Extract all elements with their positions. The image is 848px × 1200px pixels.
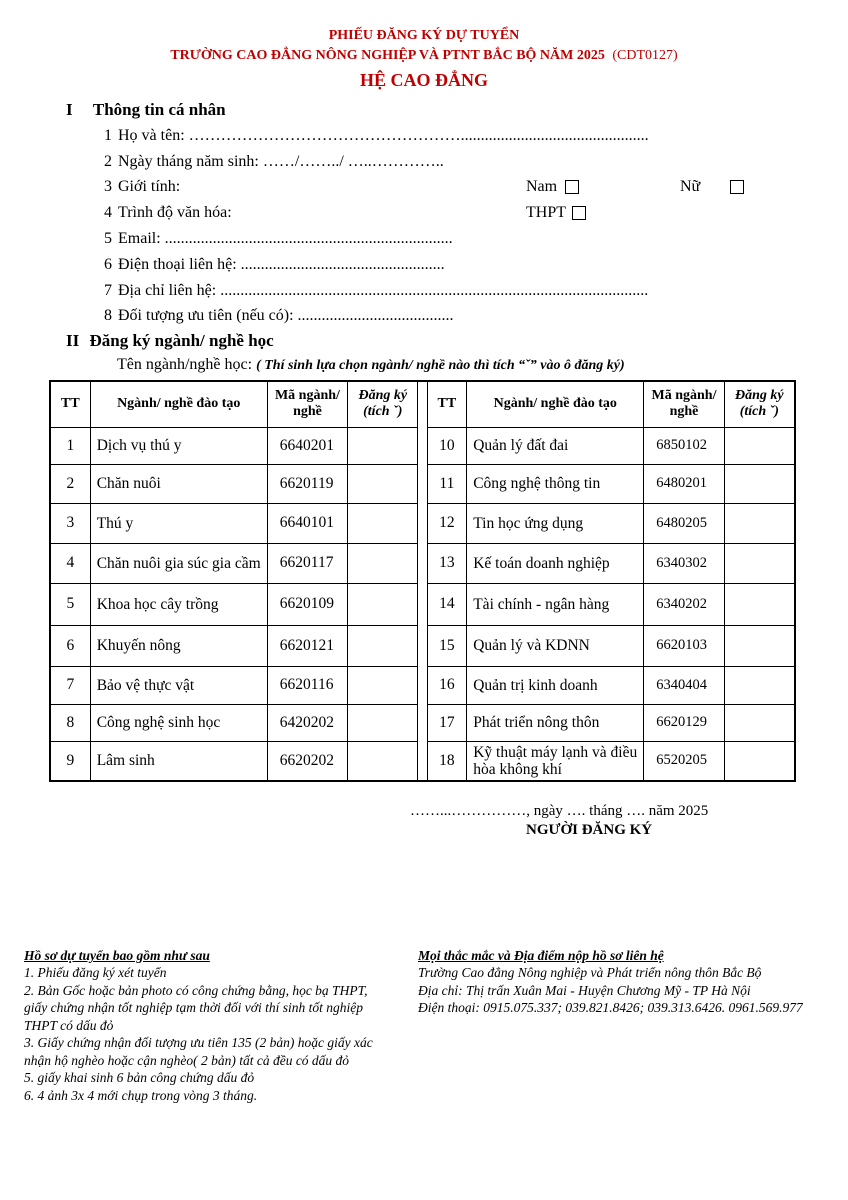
row-register-cell[interactable]	[724, 666, 795, 704]
row-register-cell[interactable]	[348, 625, 418, 666]
thpt-checkbox[interactable]	[572, 206, 586, 220]
item-number: 1	[104, 127, 112, 144]
row-program-code: 6480205	[644, 503, 724, 543]
row-register-cell[interactable]	[724, 741, 795, 781]
table-row	[50, 427, 795, 464]
section1-heading	[66, 100, 226, 120]
phone-numbers: 0915.075.337; 039.821.8426; 039.313.6426. 0961.569.977	[483, 1000, 803, 1015]
thpt-label: THPT	[526, 204, 566, 221]
row-tt: 13	[427, 543, 467, 583]
row-program-name: Quản trị kinh doanh	[467, 666, 644, 704]
row-register-cell[interactable]	[724, 625, 795, 666]
header-program: Ngành/ nghề đào tạo	[467, 381, 644, 427]
row-tt: 7	[50, 666, 90, 704]
row-tt: 2	[50, 464, 90, 503]
field-label: Điện thoại liên hệ: ...................................................	[118, 256, 445, 273]
signature-date: ……...……………, ngày …. tháng …. năm 2025	[410, 803, 709, 819]
contact-heading: Mọi thắc mắc và Địa điểm nộp hồ sơ liên hệ	[418, 948, 664, 963]
program-title: HỆ CAO ĐẲNG	[359, 70, 488, 90]
row-register-cell[interactable]	[724, 503, 795, 543]
row-register-cell[interactable]	[348, 741, 418, 781]
row-register-cell[interactable]	[724, 583, 795, 625]
table-header-row	[50, 381, 795, 427]
table-separator	[418, 543, 427, 583]
row-tt: 10	[427, 427, 467, 464]
row-program-name: Khuyến nông	[90, 625, 267, 666]
row-program-code: 6640201	[267, 427, 347, 464]
row-program-name: Quản lý đất đai	[467, 427, 644, 464]
form-title: PHIẾU ĐĂNG KÝ DỰ TUYỂN	[328, 28, 520, 43]
table-row	[50, 625, 795, 666]
row-register-cell[interactable]	[348, 427, 418, 464]
gender-male-option[interactable]	[526, 178, 579, 196]
row-register-cell[interactable]	[348, 503, 418, 543]
row-program-code: 6620109	[267, 583, 347, 625]
row-register-cell[interactable]	[348, 583, 418, 625]
field-label: Email: ........................................................................	[118, 230, 453, 247]
field-label: Đối tượng ưu tiên (nếu có): .......................................	[118, 307, 454, 324]
phone-label: Điện thoại:	[418, 1000, 480, 1015]
table-separator	[418, 427, 427, 464]
row-program-code: 6620121	[267, 625, 347, 666]
row-program-code: 6420202	[267, 704, 347, 741]
table-row	[50, 666, 795, 704]
section2-note: ( Thí sinh lựa chọn ngành/ nghề nào thì tích “ˇ” vào ô đăng ký)	[256, 358, 625, 373]
row-tt: 8	[50, 704, 90, 741]
table-row	[50, 543, 795, 583]
table-row	[50, 464, 795, 503]
row-program-name: Lâm sinh	[90, 741, 267, 781]
row-program-code: 6480201	[644, 464, 724, 503]
table-separator	[418, 666, 427, 704]
row-register-cell[interactable]	[348, 704, 418, 741]
field-birthdate[interactable]	[90, 153, 444, 171]
row-program-name: Kỹ thuật máy lạnh và điều hòa không khí	[467, 741, 644, 781]
row-program-name: Chăn nuôi	[90, 464, 267, 503]
row-tt: 14	[427, 583, 467, 625]
form-code: (CDT0127)	[612, 48, 678, 63]
table-row	[50, 503, 795, 543]
documents-line: 2. Bản Gốc hoặc bản photo có công chứng bằng, học bạ THPT, giấy chứng nhận tốt nghiệp tạm thời đối với thí sinh tốt nghiệp THPT có dấu đỏ	[24, 982, 368, 1033]
row-program-code: 6850102	[644, 427, 724, 464]
field-fullname[interactable]	[90, 127, 649, 145]
row-program-name: Phát triển nông thôn	[467, 704, 644, 741]
row-tt: 15	[427, 625, 467, 666]
table-row	[50, 583, 795, 625]
item-number: 8	[104, 307, 112, 324]
contact-address: Địa chỉ: Thị trấn Xuân Mai - Huyện Chương Mỹ - TP Hà Nội	[418, 982, 751, 998]
row-register-cell[interactable]	[724, 464, 795, 503]
row-program-name: Quản lý và KDNN	[467, 625, 644, 666]
row-tt: 18	[427, 741, 467, 781]
header-code: Mã ngành/ nghề	[644, 381, 724, 427]
row-program-name: Công nghệ thông tin	[467, 464, 644, 503]
field-education	[90, 204, 232, 222]
table-separator	[418, 741, 427, 781]
school-title	[0, 48, 848, 64]
section2-intro: Tên ngành/nghề học:	[117, 356, 253, 373]
row-tt: 1	[50, 427, 90, 464]
header-register: Đăng ký (tích ˇ)	[724, 381, 795, 427]
male-label: Nam	[526, 178, 558, 195]
header-register: Đăng ký (tích ˇ)	[348, 381, 418, 427]
row-register-cell[interactable]	[724, 543, 795, 583]
item-number: 2	[104, 153, 112, 170]
row-program-name: Bảo vệ thực vật	[90, 666, 267, 704]
header-tt: TT	[427, 381, 467, 427]
table-separator	[418, 381, 427, 427]
row-program-name: Tin học ứng dụng	[467, 503, 644, 543]
school-name: TRƯỜNG CAO ĐẲNG NÔNG NGHIỆP VÀ PTNT BẮC BỘ NĂM 2025	[170, 48, 605, 63]
row-program-name: Kế toán doanh nghiệp	[467, 543, 644, 583]
section1-roman: I	[66, 100, 73, 119]
row-register-cell[interactable]	[348, 543, 418, 583]
contact-phone	[418, 999, 818, 1017]
field-gender	[90, 178, 180, 196]
header-tt: TT	[50, 381, 90, 427]
row-tt: 3	[50, 503, 90, 543]
row-register-cell[interactable]	[348, 464, 418, 503]
section2-title: Đăng ký ngành/ nghề học	[89, 331, 274, 350]
row-program-name: Công nghệ sinh học	[90, 704, 267, 741]
table-separator	[418, 583, 427, 625]
row-program-name: Thú y	[90, 503, 267, 543]
program-table	[49, 380, 796, 782]
male-checkbox[interactable]	[565, 180, 579, 194]
signer-label: NGƯỜI ĐĂNG KÝ	[526, 822, 653, 838]
row-program-code: 6620116	[267, 666, 347, 704]
row-program-name: Khoa học cây trồng	[90, 583, 267, 625]
section2-instruction	[117, 356, 625, 374]
documents-box	[24, 948, 394, 1104]
female-checkbox[interactable]	[730, 180, 744, 194]
row-tt: 17	[427, 704, 467, 741]
section2-roman: II	[66, 331, 80, 350]
field-label: Giới tính:	[118, 178, 181, 195]
row-tt: 5	[50, 583, 90, 625]
field-label: Ngày tháng năm sinh: ……/……../ …..…………..	[118, 153, 444, 170]
row-program-name: Chăn nuôi gia súc gia cầm	[90, 543, 267, 583]
row-tt: 12	[427, 503, 467, 543]
table-separator	[418, 503, 427, 543]
item-number: 6	[104, 256, 112, 273]
field-email[interactable]	[90, 230, 453, 248]
field-priority[interactable]	[90, 307, 454, 325]
row-program-code: 6620129	[644, 704, 724, 741]
row-program-code: 6340404	[644, 666, 724, 704]
documents-line: 6. 4 ảnh 3x 4 mới chụp trong vòng 3 tháng.	[24, 1087, 258, 1103]
section2-heading	[66, 331, 274, 351]
table-separator	[418, 625, 427, 666]
row-program-name: Dịch vụ thú y	[90, 427, 267, 464]
field-label: Trình độ văn hóa:	[118, 204, 232, 221]
table-separator	[418, 464, 427, 503]
row-program-code: 6620119	[267, 464, 347, 503]
row-program-code: 6520205	[644, 741, 724, 781]
row-tt: 4	[50, 543, 90, 583]
table-row	[50, 704, 795, 741]
field-label: Họ và tên: ……………………………………………...............................................	[118, 127, 649, 144]
row-program-code: 6640101	[267, 503, 347, 543]
female-label: Nữ	[680, 178, 701, 195]
row-program-code: 6340202	[644, 583, 724, 625]
education-thpt-option[interactable]	[526, 204, 586, 222]
row-program-code: 6620117	[267, 543, 347, 583]
row-tt: 11	[427, 464, 467, 503]
row-tt: 6	[50, 625, 90, 666]
header-program: Ngành/ nghề đào tạo	[90, 381, 267, 427]
item-number: 4	[104, 204, 112, 221]
row-tt: 16	[427, 666, 467, 704]
row-program-code: 6620202	[267, 741, 347, 781]
gender-female-option[interactable]	[680, 178, 744, 196]
row-program-code: 6620103	[644, 625, 724, 666]
documents-line: 5. giấy khai sinh 6 bản công chứng dấu đỏ	[24, 1070, 255, 1085]
header-code: Mã ngành/ nghề	[267, 381, 347, 427]
contact-school: Trường Cao đẳng Nông nghiệp và Phát triển nông thôn Bắc Bộ	[418, 965, 762, 980]
item-number: 7	[104, 282, 112, 299]
table-separator	[418, 704, 427, 741]
item-number: 5	[104, 230, 112, 247]
row-register-cell[interactable]	[724, 427, 795, 464]
documents-heading: Hồ sơ dự tuyển bao gồm như sau	[24, 948, 210, 963]
row-register-cell[interactable]	[348, 666, 418, 704]
documents-line: 3. Giấy chứng nhận đối tượng ưu tiên 135 (2 bản) hoặc giấy xác nhận hộ nghèo hoặc cận nghèo( 2 bản) tất cả đều có dấu đỏ	[24, 1035, 373, 1068]
contact-box	[418, 948, 818, 1017]
field-label: Địa chỉ liên hệ: ...........................................................................................................	[118, 282, 649, 299]
row-tt: 9	[50, 741, 90, 781]
field-phone[interactable]	[90, 256, 445, 274]
documents-line: 1. Phiếu đăng ký xét tuyển	[24, 965, 167, 980]
row-program-code: 6340302	[644, 543, 724, 583]
table-row	[50, 741, 795, 781]
row-register-cell[interactable]	[724, 704, 795, 741]
field-address[interactable]	[90, 282, 648, 300]
section1-title: Thông tin cá nhân	[92, 100, 226, 119]
item-number: 3	[104, 178, 112, 195]
row-program-name: Tài chính - ngân hàng	[467, 583, 644, 625]
